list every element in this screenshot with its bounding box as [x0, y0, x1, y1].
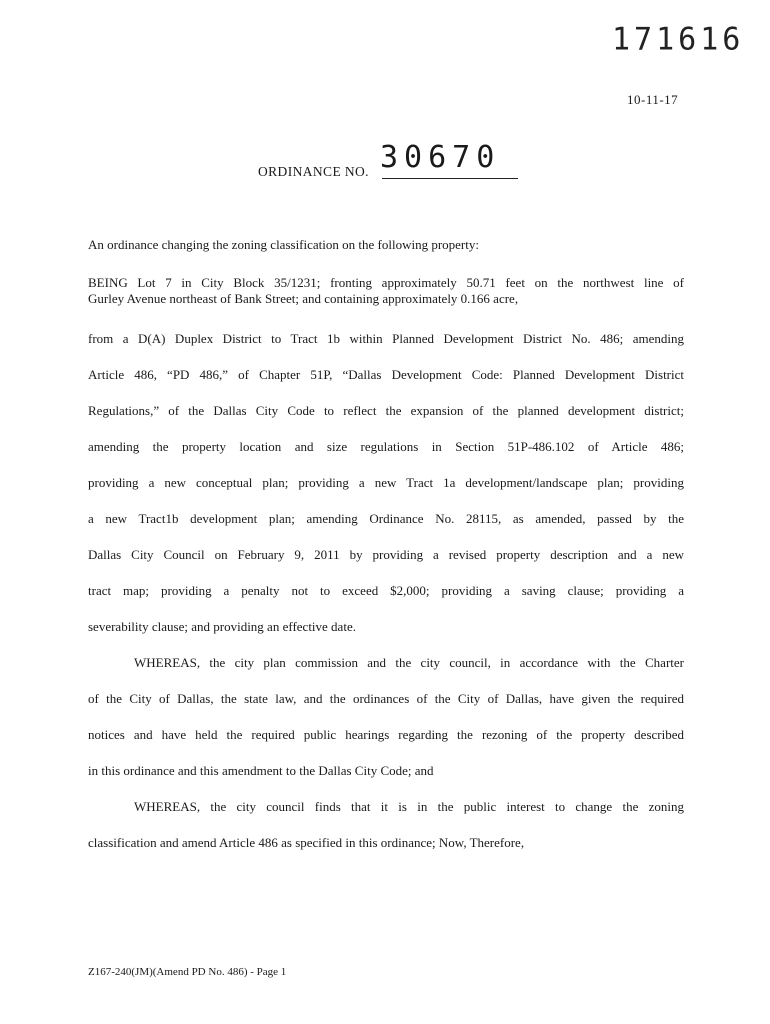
- stamp-number: 171616: [612, 21, 745, 58]
- body-line: severability clause; and providing an effective date.: [88, 619, 356, 634]
- body-line: providing a new conceptual plan; providing a new Tract 1a development/landscape plan; providing: [88, 475, 684, 490]
- ordinance-underline: [382, 178, 518, 179]
- ordinance-label: ORDINANCE NO.: [258, 164, 369, 179]
- page-footer: Z167-240(JM)(Amend PD No. 486) - Page 1: [88, 966, 287, 978]
- property-line: BEING Lot 7 in City Block 35/1231; fronting approximately 50.71 feet on the northwest line of: [88, 275, 684, 290]
- intro-line: An ordinance changing the zoning classification on the following property:: [88, 237, 479, 252]
- body-line: Regulations,” of the Dallas City Code to reflect the expansion of the planned development district;: [88, 403, 684, 418]
- body-line: amending the property location and size regulations in Section 51P-486.102 of Article 486;: [88, 439, 684, 454]
- whereas-line: WHEREAS, the city plan commission and the city council, in accordance with the Charter: [134, 655, 684, 670]
- whereas-line: of the City of Dallas, the state law, and the ordinances of the City of Dallas, have given the required: [88, 691, 684, 706]
- document-date: 10-11-17: [627, 92, 679, 107]
- ordinance-number-row: [258, 140, 520, 182]
- body-line: a new Tract1b development plan; amending Ordinance No. 28115, as amended, passed by the: [88, 511, 684, 526]
- whereas-line: WHEREAS, the city council finds that it is in the public interest to change the zoning: [134, 799, 684, 814]
- body-line: Article 486, “PD 486,” of Chapter 51P, “Dallas Development Code: Planned Development District: [88, 367, 684, 382]
- property-line: Gurley Avenue northeast of Bank Street; and containing approximately 0.166 acre,: [88, 291, 519, 306]
- ordinance-number: 30670: [380, 140, 501, 175]
- body-line: tract map; providing a penalty not to exceed $2,000; providing a saving clause; providing a: [88, 583, 684, 598]
- body-line: from a D(A) Duplex District to Tract 1b within Planned Development District No. 486; amending: [88, 331, 684, 346]
- whereas-line: notices and have held the required public hearings regarding the rezoning of the property described: [88, 727, 684, 742]
- whereas-line: classification and amend Article 486 as specified in this ordinance; Now, Therefore,: [88, 835, 525, 850]
- whereas-line: in this ordinance and this amendment to the Dallas City Code; and: [88, 763, 434, 778]
- body-line: Dallas City Council on February 9, 2011 by providing a revised property description and a new: [88, 547, 684, 562]
